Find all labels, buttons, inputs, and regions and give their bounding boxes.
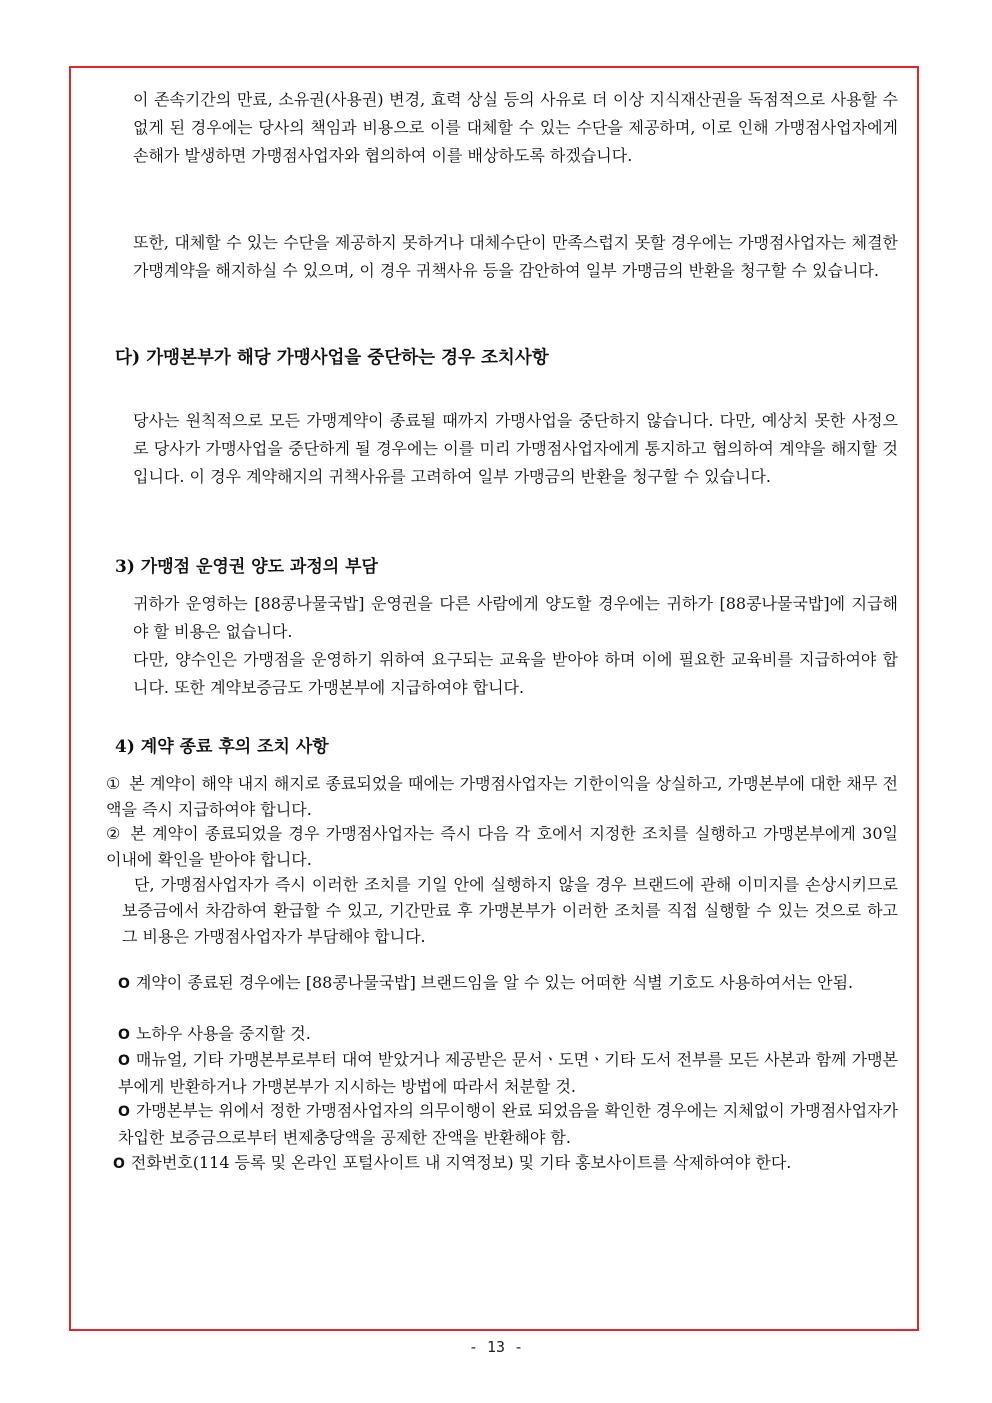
paragraph-termination-note: 단, 가맹점사업자가 즉시 이러한 조치를 기일 안에 실행하지 않을 경우 브랜드에 관해 이미지를 손상시키므로 보증금에서 차감하여 환급할 수 있고, 기간만료 후 가맹본부가 이러한 조치를 직접 실행할 수 있는 것으로 하고 그 비용은 가맹점사업자가 부담해야 합니다.	[122, 875, 898, 946]
paragraph-transfer-cost: 귀하가 운영하는 [88콩나물국밥] 운영권을 다른 사람에게 양도할 경우에는 귀하가 [88콩나물국밥]에 지급해야 할 비용은 없습니다.	[133, 594, 898, 641]
paragraph-business-suspension: 당사는 원칙적으로 모든 가맹계약이 종료될 때까지 가맹사업을 중단하지 않습니다. 다만, 예상치 못한 사정으로 당사가 가맹사업을 중단하게 될 경우에는 이를 미리 가맹점사업자에게 통지하고 협의하여 계약을 해지할 것입니다. 이 경우 계약해지의 귀책사유를 고려하여 일부 가맹금의 반환을 청구할 수 있습니다.	[133, 411, 898, 486]
bullet-circle-icon: O	[118, 1053, 130, 1069]
page-number: - 13 -	[468, 1338, 524, 1356]
list-item-termination-2	[106, 821, 898, 873]
list-item-termination-1	[106, 771, 898, 823]
bullet-circle-icon: O	[118, 1104, 130, 1120]
bullet-text: 매뉴얼, 기타 가맹본부로부터 대여 받았거나 제공받은 문서ㆍ도면ㆍ기타 도서 전부를 모든 사본과 함께 가맹본부에게 반환하거나 가맹본부가 지시하는 방법에 따라서 처분할 것.	[118, 1050, 898, 1096]
item-marker: ①	[106, 774, 121, 793]
bullet-circle-icon: O	[113, 1156, 125, 1172]
bullet-item-1	[118, 970, 878, 997]
bullet-item-3	[118, 1047, 898, 1100]
bullet-item-5	[113, 1150, 898, 1177]
section-heading-business-suspension: 다) 가맹본부가 해당 가맹사업을 중단하는 경우 조치사항	[115, 348, 549, 368]
item-marker: ②	[106, 824, 121, 843]
item-text: 본 계약이 종료되었을 경우 가맹점사업자는 즉시 다음 각 호에서 지정한 조치를 실행하고 가맹본부에게 30일 이내에 확인을 받아야 합니다.	[106, 824, 898, 869]
bullet-item-2	[118, 1021, 898, 1048]
bullet-text: 가맹본부는 위에서 정한 가맹점사업자의 의무이행이 완료 되었음을 확인한 경우에는 지체없이 가맹점사업자가 차입한 보증금으로부터 변제충당액을 공제한 잔액을 반환해야 함.	[118, 1101, 898, 1147]
section-heading-post-termination: 4) 계약 종료 후의 조치 사항	[115, 737, 329, 757]
bullet-circle-icon: O	[118, 976, 130, 992]
paragraph-transferee-education: 다만, 양수인은 가맹점을 운영하기 위하여 요구되는 교육을 받아야 하며 이에 필요한 교육비를 지급하여야 합니다. 또한 계약보증금도 가맹본부에 지급하여야 합니다.	[133, 650, 898, 697]
bullet-text: 전화번호(114 등록 및 온라인 포털사이트 내 지역정보) 및 기타 홍보사이트를 삭제하여야 한다.	[130, 1153, 792, 1172]
bullet-item-4	[118, 1098, 898, 1151]
paragraph-ip-replacement: 이 존속기간의 만료, 소유권(사용권) 변경, 효력 상실 등의 사유로 더 이상 지식재산권을 독점적으로 사용할 수 없게 된 경우에는 당사의 책임과 비용으로 이를 대체할 수 있는 수단을 제공하며, 이로 인해 가맹점사업자에게 손해가 발생하면 가맹점사업자와 협의하여 이를 배상하도록 하겠습니다.	[133, 90, 898, 165]
bullet-circle-icon: O	[118, 1027, 130, 1043]
item-text: 본 계약이 해약 내지 해지로 종료되었을 때에는 가맹점사업자는 기한이익을 상실하고, 가맹본부에 대한 채무 전액을 즉시 지급하여야 합니다.	[106, 774, 898, 819]
bullet-text: 노하우 사용을 중지할 것.	[135, 1024, 311, 1043]
section-heading-transfer-burden: 3) 가맹점 운영권 양도 과정의 부담	[115, 557, 378, 577]
bullet-text: 계약이 종료된 경우에는 [88콩나물국밥] 브랜드임을 알 수 있는 어떠한 식별 기호도 사용하여서는 안됨.	[135, 973, 854, 992]
paragraph-contract-termination-right: 또한, 대체할 수 있는 수단을 제공하지 못하거나 대체수단이 만족스럽지 못할 경우에는 가맹점사업자는 체결한 가맹계약을 해지하실 수 있으며, 이 경우 귀책사유 등을 감안하여 일부 가맹금의 반환을 청구할 수 있습니다.	[133, 233, 898, 280]
